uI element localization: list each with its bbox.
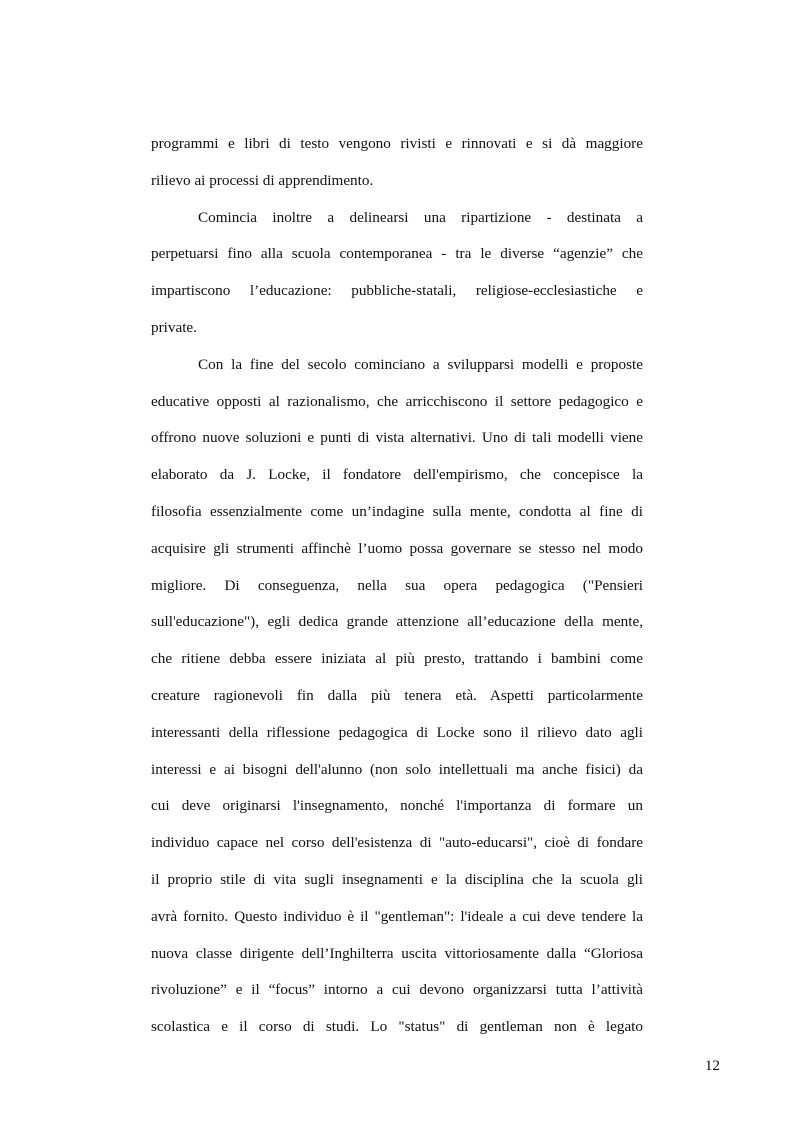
- text-line: sull'educazione"), egli dedica grande attenzione all’educazione della mente,: [151, 613, 643, 631]
- page-number: 12: [704, 1057, 720, 1074]
- text-line: Con la fine del secolo cominciano a svilupparsi modelli e proposte: [198, 355, 643, 373]
- text-line: rivoluzione” e il “focus” intorno a cui devono organizzarsi tutta l’attività: [151, 981, 643, 999]
- document-body: [151, 126, 643, 1046]
- text-line: migliore. Di conseguenza, nella sua opera pedagogica ("Pensieri: [151, 576, 643, 594]
- text-line: rilievo ai processi di apprendimento.: [151, 171, 374, 189]
- text-line: offrono nuove soluzioni e punti di vista alternativi. Uno di tali modelli viene: [151, 429, 643, 447]
- text-line: interessi e ai bisogni dell'alunno (non solo intellettuali ma anche fisici) da: [151, 760, 643, 778]
- text-line: Comincia inoltre a delinearsi una ripartizione - destinata a: [198, 208, 643, 226]
- text-line: filosofia essenzialmente come un’indagine sulla mente, condotta al fine di: [151, 502, 643, 520]
- text-line: avrà fornito. Questo individuo è il "gentleman": l'ideale a cui deve tendere la: [151, 907, 643, 925]
- text-line: creature ragionevoli fin dalla più tenera età. Aspetti particolarmente: [151, 686, 643, 704]
- text-line: elaborato da J. Locke, il fondatore dell'empirismo, che concepisce la: [151, 466, 643, 484]
- text-line: programmi e libri di testo vengono rivisti e rinnovati e si dà maggiore: [151, 135, 643, 152]
- text-line: perpetuarsi fino alla scuola contemporanea - tra le diverse “agenzie” che: [151, 245, 643, 263]
- text-line: individuo capace nel corso dell'esistenza di "auto-educarsi", cioè di fondare: [151, 834, 643, 852]
- text-line: cui deve originarsi l'insegnamento, nonché l'importanza di formare un: [151, 797, 643, 815]
- text-line: interessanti della riflessione pedagogica di Locke sono il rilievo dato agli: [151, 723, 643, 741]
- text-line: acquisire gli strumenti affinchè l’uomo possa governare se stesso nel modo: [151, 539, 643, 557]
- text-line: nuova classe dirigente dell’Inghilterra uscita vittoriosamente dalla “Gloriosa: [151, 944, 643, 962]
- text-line: impartiscono l’educazione: pubbliche-statali, religiose-ecclesiastiche e: [151, 282, 643, 300]
- text-line: che ritiene debba essere iniziata al più presto, trattando i bambini come: [151, 650, 643, 668]
- text-line: private.: [151, 318, 197, 336]
- text-line: il proprio stile di vita sugli insegnamenti e la disciplina che la scuola gli: [151, 870, 643, 888]
- text-line: educative opposti al razionalismo, che arricchiscono il settore pedagogico e: [151, 392, 643, 410]
- text-line: scolastica e il corso di studi. Lo "status" di gentleman non è legato: [151, 1018, 643, 1036]
